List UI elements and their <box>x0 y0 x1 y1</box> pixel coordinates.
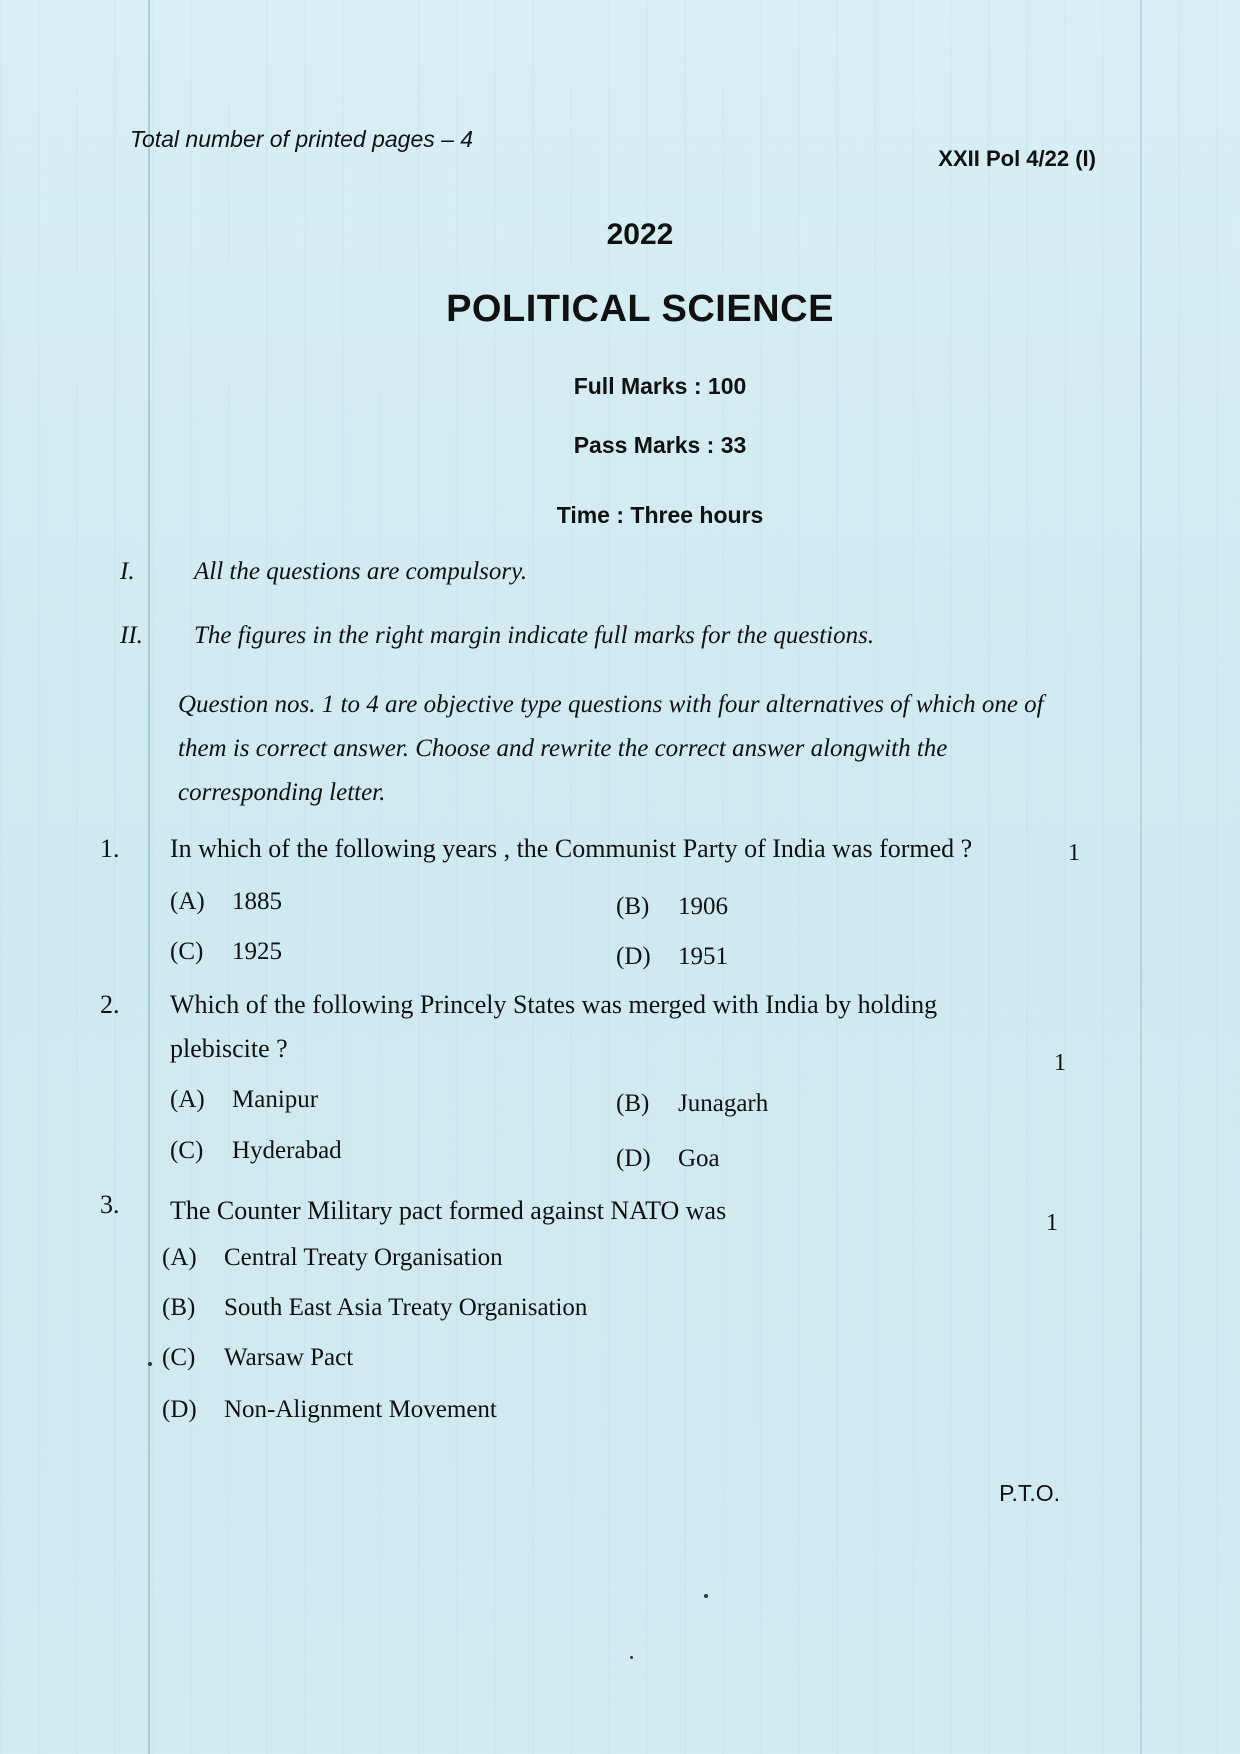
option-text: 1951 <box>678 943 728 970</box>
option-b <box>616 893 728 921</box>
option-text: Manipur <box>232 1086 319 1113</box>
question-number: 2. <box>100 990 120 1019</box>
instruction-text: The figures in the right margin indicate full marks for the questions. <box>194 622 875 649</box>
option-label: (B) <box>616 893 650 920</box>
question-text-line-2: plebiscite ? <box>170 1034 288 1063</box>
option-label: (D) <box>616 943 651 970</box>
option-label: (A) <box>170 1086 205 1113</box>
option-d <box>162 1396 497 1424</box>
pass-marks: Pass Marks : 33 <box>573 432 747 458</box>
exam-year: 2022 <box>606 218 674 251</box>
instruction-text: All the questions are compulsory. <box>194 558 528 585</box>
option-text: 1885 <box>232 888 282 915</box>
option-text: 1925 <box>232 938 282 965</box>
printed-pages-note: Total number of printed pages – 4 <box>130 126 474 152</box>
margin-line <box>148 0 150 1754</box>
paper-code: XXII Pol 4/22 (I) <box>938 146 1096 171</box>
ink-speck <box>704 1594 708 1598</box>
option-label: (C) <box>170 938 204 965</box>
option-d <box>616 943 728 971</box>
option-text: Junagarh <box>678 1090 769 1117</box>
option-label: (B) <box>616 1090 650 1117</box>
option-a <box>162 1244 503 1272</box>
option-a <box>170 1086 318 1114</box>
option-text: Hyderabad <box>232 1137 342 1164</box>
question-marks: 1 <box>1046 1210 1058 1236</box>
option-text: Goa <box>678 1145 720 1172</box>
ink-speck <box>148 1362 152 1366</box>
option-text: Warsaw Pact <box>224 1344 354 1371</box>
option-c <box>170 938 282 966</box>
option-text: 1906 <box>678 893 728 920</box>
objective-instructions: Question nos. 1 to 4 are objective type questions with four alternatives of which one of them is correct answer. Choose and rewrite the correct answer alongwith the corresponding letter. <box>178 691 1044 806</box>
option-c <box>170 1137 342 1165</box>
option-label: (C) <box>162 1344 196 1371</box>
option-b <box>616 1090 768 1118</box>
option-text: Central Treaty Organisation <box>224 1244 503 1271</box>
subject-title: POLITICAL SCIENCE <box>446 288 834 330</box>
question-number: 1. <box>100 834 120 863</box>
time-allowed: Time : Three hours <box>556 502 764 528</box>
option-label: (C) <box>170 1137 204 1164</box>
option-label: (A) <box>162 1244 197 1271</box>
instruction-number: I. <box>120 558 135 585</box>
question-number: 3. <box>100 1190 120 1219</box>
option-label: (B) <box>162 1294 196 1321</box>
question-marks: 1 <box>1054 1050 1066 1076</box>
option-text: Non-Alignment Movement <box>224 1396 497 1423</box>
option-label: (D) <box>162 1396 197 1423</box>
question-text-line-1: Which of the following Princely States was merged with India by holding <box>170 990 938 1019</box>
question-text: In which of the following years , the Communist Party of India was formed ? <box>170 834 973 863</box>
question-marks: 1 <box>1068 840 1080 866</box>
option-b <box>162 1294 587 1322</box>
option-d <box>616 1145 720 1173</box>
full-marks: Full Marks : 100 <box>573 373 747 399</box>
option-c <box>162 1344 353 1372</box>
ink-speck <box>630 1656 633 1659</box>
please-turn-over: P.T.O. <box>999 1480 1060 1506</box>
margin-line <box>1140 0 1142 1754</box>
option-label: (D) <box>616 1145 651 1172</box>
instruction-number: II. <box>120 622 143 649</box>
option-label: (A) <box>170 888 205 915</box>
question-text: The Counter Military pact formed against NATO was <box>170 1196 727 1225</box>
option-text: South East Asia Treaty Organisation <box>224 1294 588 1321</box>
option-a <box>170 888 282 916</box>
